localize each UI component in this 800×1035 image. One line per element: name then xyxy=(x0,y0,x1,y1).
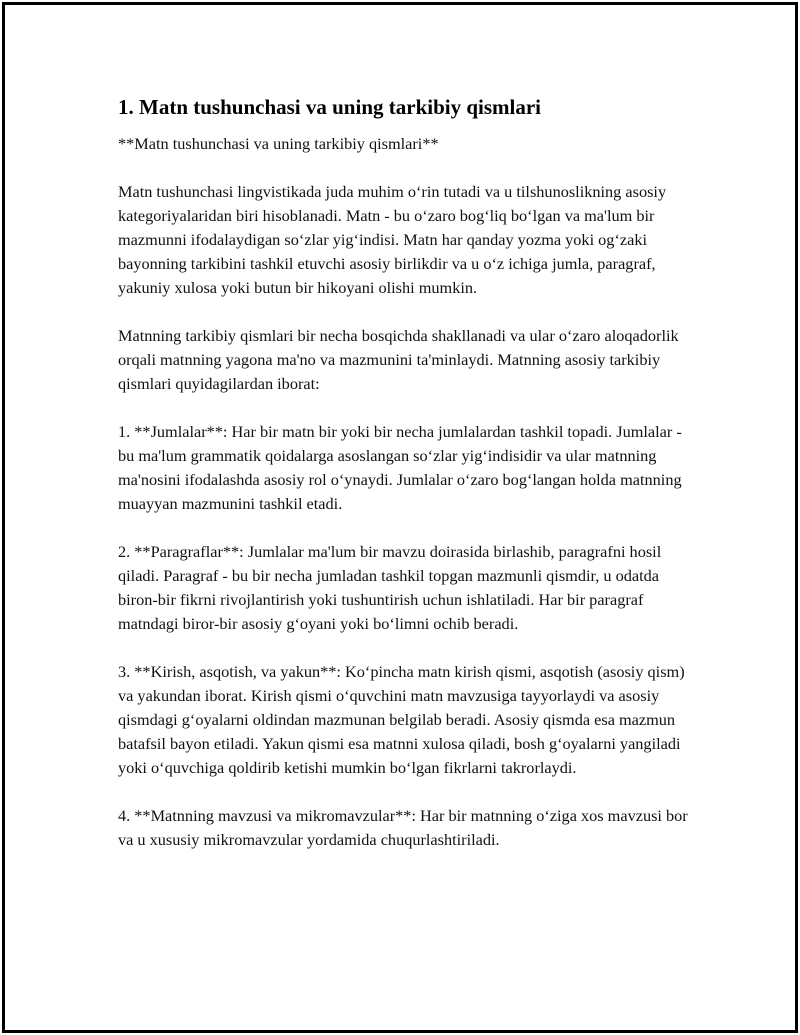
list-item-structure: 3. **Kirish, asqotish, va yakun**: Ko‘pincha matn kirish qismi, asqotish (asosiy qism) va yakundan iborat. Kirish qismi o‘quvchini matn mavzusiga tayyorlaydi va asosiy qismdagi g‘oyalarni oldindan mazmunan belgilab beradi. Asosiy qismda esa mazmun batafsil bayon etiladi. Yakun qismi esa matnni xulosa qiladi, bosh g‘oyalarni yangiladi yoki o‘quvchiga qoldirib ketishi mumkin bo‘lgan fikrlarni takrorlaydi. xyxy=(118,662,685,777)
intro-paragraph: Matn tushunchasi lingvistikada juda muhim o‘rin tutadi va u tilshunoslikning asosiy kategoriyalaridan biri hisoblanadi. Matn - bu o‘zaro bog‘liq bo‘lgan va ma'lum bir mazmunni ifodalaydigan so‘zlar yig‘indisi. Matn har qanday yozma yoki og‘zaki bayonning tarkibini tashkil etuvchi asosiy birlikdir va u o‘z ichiga jumla, paragraf, yakuniy xulosa yoki butun bir hikoyani olishi mumkin. xyxy=(118,182,667,297)
document-title: 1. Matn tushunchasi va uning tarkibiy qismlari xyxy=(118,95,542,119)
subtitle-paragraph: **Matn tushunchasi va uning tarkibiy qismlari** xyxy=(118,134,439,153)
list-item-topic: 4. **Matnning mavzusi va mikromavzular**: Har bir matnning o‘ziga xos mavzusi bor va u xususiy mikromavzular yordamida chuqurlashtiriladi. xyxy=(118,806,688,849)
document-body xyxy=(118,94,688,876)
list-item-paragraphs: 2. **Paragraflar**: Jumlalar ma'lum bir mavzu doirasida birlashib, paragrafni hosil qiladi. Paragraf - bu bir necha jumladan tashkil topgan mazmunli qismdir, u odatda biron-bir fikrni rivojlantirish yoki tushuntirish uchun ishlatiladi. Har bir paragraf matndagi biror-bir asosiy g‘oyani yoki bo‘limni ochib beradi. xyxy=(118,542,662,633)
list-item-sentences: 1. **Jumlalar**: Har bir matn bir yoki bir necha jumlalardan tashkil topadi. Jumlalar - bu ma'lum grammatik qoidalarga asoslangan so‘zlar yig‘indisidir va ular matnning ma'nosini ifodalashda asosiy rol o‘ynaydi. Jumlalar o‘zaro bog‘langan holda matnning muayyan mazmunini tashkil etadi. xyxy=(118,422,682,513)
components-intro-paragraph: Matnning tarkibiy qismlari bir necha bosqichda shakllanadi va ular o‘zaro aloqadorlik orqali matnning yagona ma'no va mazmunini ta'minlaydi. Matnning asosiy tarkibiy qismlari quyidagilardan iborat: xyxy=(118,326,679,393)
